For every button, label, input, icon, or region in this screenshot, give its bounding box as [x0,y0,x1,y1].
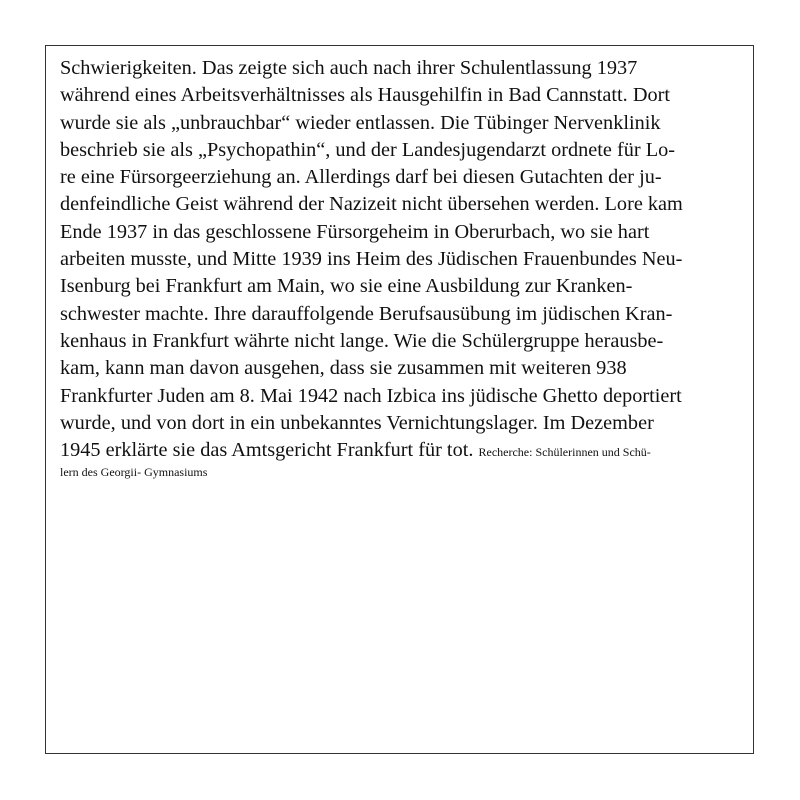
last-line-text: 1945 erklärte sie das Amtsgericht Frankfurt für tot. [60,439,474,462]
credit-text-part2: lern des Georgii- Gymnasiums [60,465,208,480]
credit-text-part1: Recherche: Schülerinnen und Schü- [478,445,651,460]
text-line: denfeindliche Geist während der Nazizeit nicht übersehen werden. Lore kam [60,193,683,216]
text-line: Isenburg bei Frankfurt am Main, wo sie eine Ausbildung zur Kranken- [60,275,633,298]
text-line: wurde, und von dort in ein unbekanntes Vernichtungslager. Im Dezember [60,411,654,434]
text-line: kenhaus in Frankfurt währte nicht lange. Wie die Schülergruppe herausbe- [60,329,664,352]
text-line: schwester machte. Ihre darauffolgende Berufsausübung im jüdischen Kran- [60,302,673,325]
text-line: wurde sie als „unbrauchbar“ wieder entlassen. Die Tübinger Nervenklinik [60,111,661,134]
page-frame [45,45,754,754]
text-line: re eine Fürsorgeerziehung an. Allerdings darf bei diesen Gutachten der ju- [60,166,662,189]
text-line: während eines Arbeitsverhältnisses als Hausgehilfin in Bad Cannstatt. Dort [60,84,671,107]
text-line: Ende 1937 in das geschlossene Fürsorgeheim in Oberurbach, wo sie hart [60,220,650,243]
text-line: Frankfurter Juden am 8. Mai 1942 nach Izbica ins jüdische Ghetto deportiert [60,384,682,407]
body-text [60,55,683,480]
text-line: arbeiten musste, und Mitte 1939 ins Heim des Jüdischen Frauenbundes Neu- [60,248,683,271]
text-line: kam, kann man davon ausgehen, dass sie zusammen mit weiteren 938 [60,357,627,380]
text-line: Schwierigkeiten. Das zeigte sich auch nach ihrer Schulentlassung 1937 [60,57,638,79]
text-line-last [60,437,683,464]
text-line: beschrieb sie als „Psychopathin“, und der Landesjugendarzt ordnete für Lo- [60,138,675,161]
